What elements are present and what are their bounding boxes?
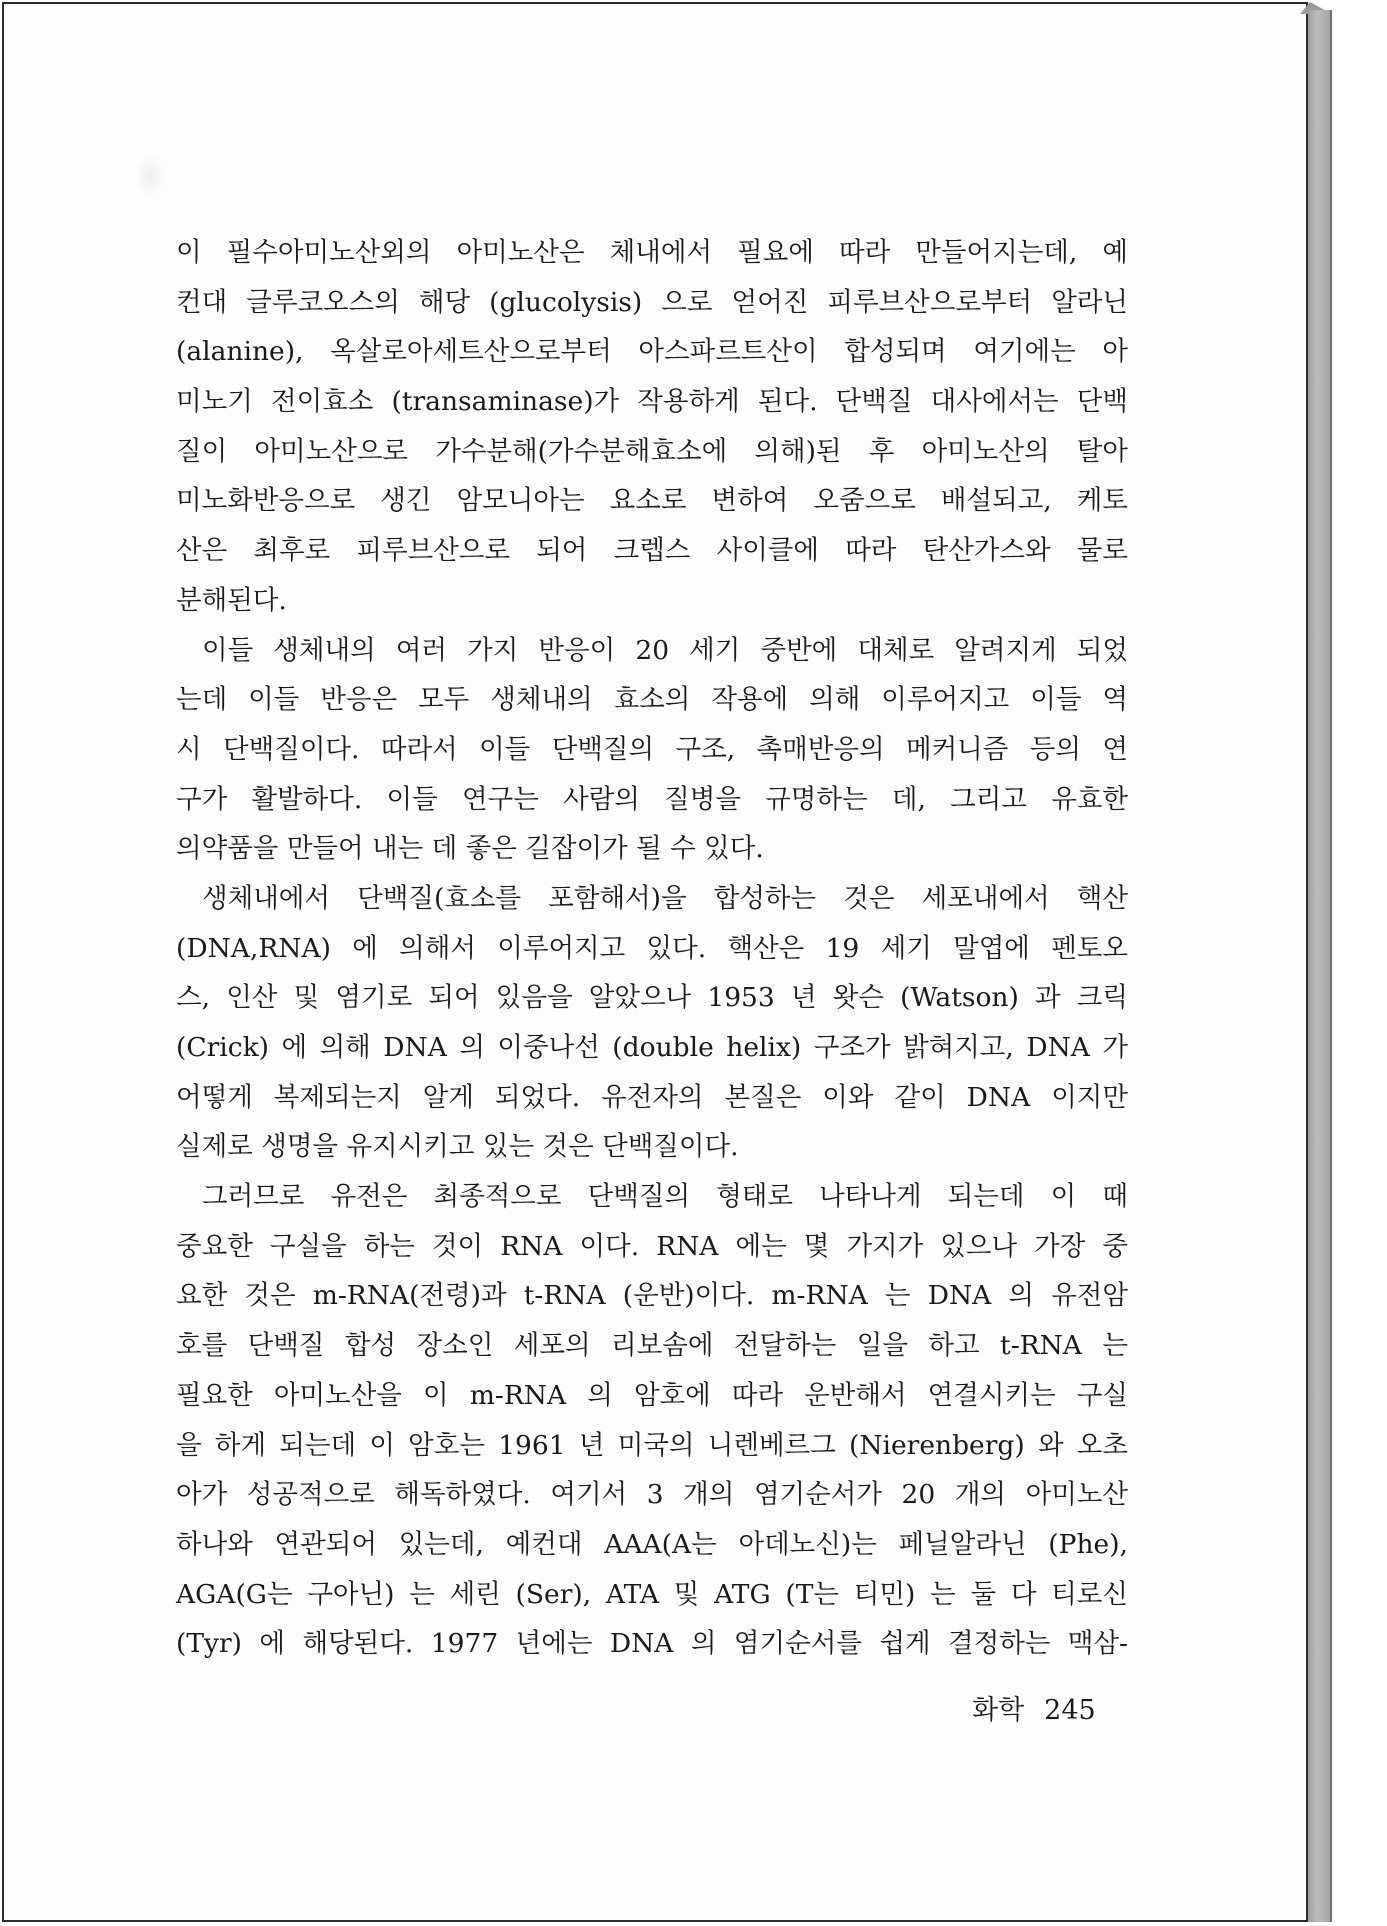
text-line: 이 필수아미노산외의 아미노산은 체내에서 필요에 따라 만들어지는데, 예: [176, 237, 1128, 268]
text-line: 을 하게 되는데 이 암호는 1961 년 미국의 니렌베르그 (Nierenberg) 와 오초: [176, 1429, 1128, 1461]
text-line: 스, 인산 및 염기로 되어 있음을 알았으나 1953 년 왓슨 (Watson) 과 크릭: [176, 982, 1128, 1014]
text-line: 질이 아미노산으로 가수분해(가수분해효소에 의해)된 후 아미노산의 탈아: [176, 435, 1128, 467]
text-line: 생체내에서 단백질(효소를 포함해서)을 합성하는 것은 세포내에서 핵산: [202, 882, 1128, 914]
body-text: [176, 228, 1128, 1669]
page-number: 245: [1044, 1695, 1096, 1726]
text-line: 호를 단백질 합성 장소인 세포의 리보솜에 전달하는 일을 하고 t-RNA 는: [176, 1330, 1128, 1362]
text-line: 는데 이들 반응은 모두 생체내의 효소의 작용에 의해 이루어지고 이들 역: [176, 684, 1128, 716]
text-line: (Crick) 에 의해 DNA 의 이중나선 (double helix) 구조가 밝혀지고, DNA 가: [176, 1032, 1128, 1063]
text-line: (Tyr) 에 해당된다. 1977 년에는 DNA 의 염기순서를 쉽게 결정하는 맥삼-: [176, 1628, 1128, 1660]
text-line: 분해된다.: [176, 584, 287, 616]
text-line: (DNA,RNA) 에 의해서 이루어지고 있다. 핵산은 19 세기 말엽에 펜토오: [176, 932, 1128, 964]
text-line: 필요한 아미노산을 이 m-RNA 의 암호에 따라 운반해서 연결시키는 구실: [176, 1379, 1128, 1411]
text-line: 산은 최후로 피루브산으로 되어 크렙스 사이클에 따라 탄산가스와 물로: [176, 535, 1128, 567]
page-stack-edge: [1308, 10, 1332, 1922]
text-line: 이들 생체내의 여러 가지 반응이 20 세기 중반에 대체로 알려지게 되었: [202, 634, 1128, 666]
text-line: 시 단백질이다. 따라서 이들 단백질의 구조, 촉매반응의 메커니즘 등의 연: [176, 733, 1128, 765]
running-section-title: 화학: [972, 1695, 1025, 1726]
text-line: 컨대 글루코오스의 해당 (glucolysis) 으로 얻어진 피루브산으로부터 알라닌: [176, 286, 1128, 318]
text-line: (alanine), 옥살로아세트산으로부터 아스파르트산이 합성되며 여기에는 아: [176, 336, 1128, 368]
page-footer: [972, 1688, 1096, 1727]
text-line: 요한 것은 m-RNA(전령)과 t-RNA (운반)이다. m-RNA 는 DNA 의 유전암: [176, 1280, 1128, 1312]
text-line: 실제로 생명을 유지시키고 있는 것은 단백질이다.: [176, 1131, 739, 1163]
text-line: 의약품을 만들어 내는 데 좋은 길잡이가 될 수 있다.: [176, 833, 764, 865]
text-line: 그러므로 유전은 최종적으로 단백질의 형태로 나타나게 되는데 이 때: [202, 1181, 1128, 1213]
text-line: 중요한 구실을 하는 것이 RNA 이다. RNA 에는 몇 가지가 있으나 가장 중: [176, 1230, 1128, 1262]
text-line: 어떻게 복제되는지 알게 되었다. 유전자의 본질은 이와 같이 DNA 이지만: [176, 1081, 1128, 1113]
paper-stain: [134, 154, 166, 198]
text-line: 아가 성공적으로 해독하였다. 여기서 3 개의 염기순서가 20 개의 아미노산: [176, 1479, 1128, 1511]
text-line: AGA(G는 구아닌) 는 세린 (Ser), ATA 및 ATG (T는 티민) 는 둘 다 티로신: [176, 1578, 1128, 1610]
text-line: 미노화반응으로 생긴 암모니아는 요소로 변하여 오줌으로 배설되고, 케토: [176, 485, 1128, 517]
text-line: 하나와 연관되어 있는데, 예컨대 AAA(A는 아데노신)는 페닐알라닌 (Phe),: [176, 1528, 1128, 1560]
text-line: 구가 활발하다. 이들 연구는 사람의 질병을 규명하는 데, 그리고 유효한: [176, 783, 1128, 815]
text-line: 미노기 전이효소 (transaminase)가 작용하게 된다. 단백질 대사에서는 단백: [176, 386, 1128, 418]
